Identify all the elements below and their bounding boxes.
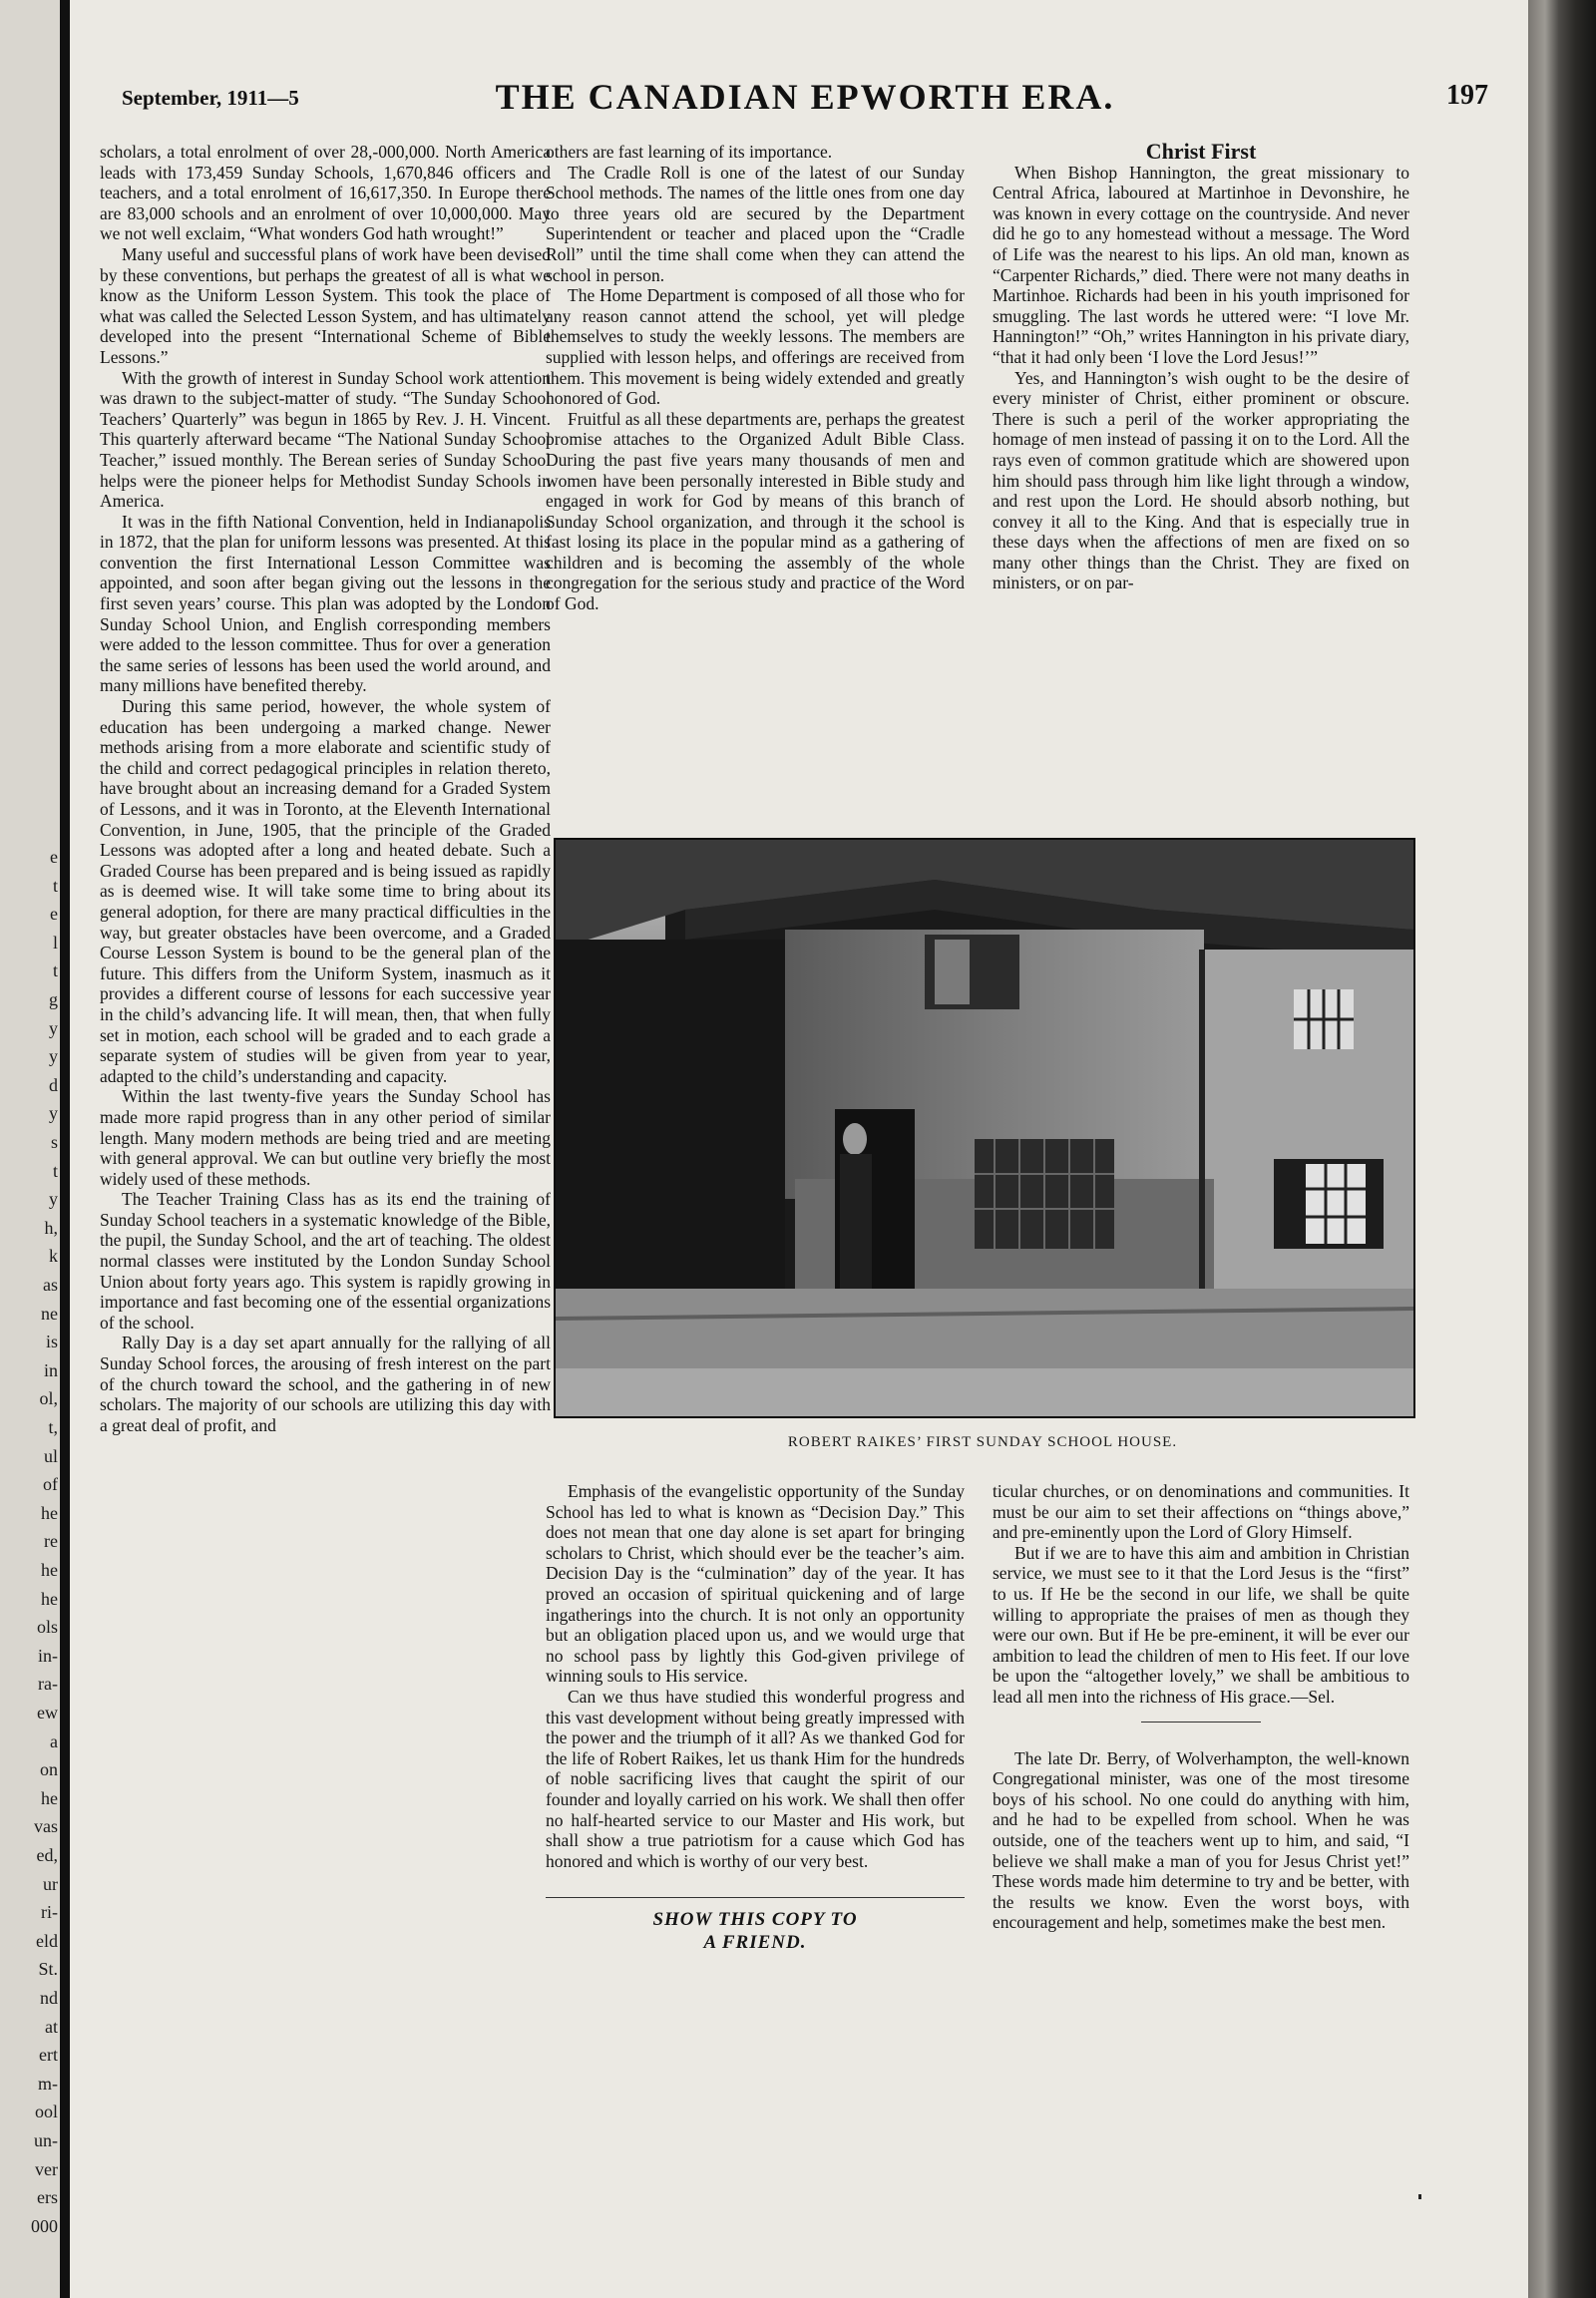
previous-page-fragment: a: [50, 1730, 58, 1751]
photo-caption: ROBERT RAIKES’ FIRST SUNDAY SCHOOL HOUSE.: [787, 1434, 1178, 1450]
previous-page-fragment: t: [52, 960, 58, 981]
divider-rule: [546, 1897, 965, 1898]
shadowed-wing: [556, 940, 785, 1319]
previous-page-fragment: he: [41, 1560, 58, 1580]
paragraph: The Teacher Training Class has as its end the training of Sunday School teachers in a systematic knowledge of the Bible, the pupil, the Sunday School, and the art of teaching. The oldest normal classes were instituted by the London Sunday School Union about forty years ago. This system is rapidly growing in importance and fast becoming one of the essential organizations of the school.: [100, 1189, 551, 1333]
paragraph: Can we thus have studied this wonderful progress and this vast development without being greatly impressed with the power and the triumph of it all? As we thanked God for the life of Robert Raikes, let us thank Him for the hundreds of noble sacrificing lives that caught the spirit of our founder and loyally carried on his work. We shall then offer no half-hearted service to our Master and His work, but shall show a true patriotism for a cause which God has honored and which is worthy of our very best.: [546, 1686, 965, 1871]
previous-page-fragment: ne: [41, 1303, 58, 1324]
previous-page-fragment: on: [40, 1759, 58, 1780]
previous-page-fragment: un-: [34, 2130, 58, 2150]
paragraph: But if we are to have this aim and ambition in Christian service, we must see to it that the Lord Jesus is the “first” to us. If He be the second in our life, we shall be quite willing to appropriate the praises of men as though they were our own. But if He be pre-eminent, it will be ever our ambition to lead the children of men to His feet. If our love be upon the “altogether lovely,” we shall be ambitious to lead all men into the richness of His grace.—Sel.: [993, 1542, 1409, 1707]
previous-page-fragment: e: [50, 904, 58, 925]
previous-page-fragment: e: [50, 847, 58, 867]
show-copy-line2: A FRIEND.: [703, 1931, 807, 1953]
previous-page-fragment: ew: [37, 1703, 58, 1723]
magazine-page: [70, 0, 1528, 2298]
previous-page-fragment: as: [43, 1275, 58, 1295]
previous-page-fragment: y: [49, 1189, 58, 1210]
previous-page-fragment: at: [45, 2016, 58, 2037]
previous-page-fragment: ols: [36, 1617, 58, 1638]
article-column-1: [100, 142, 551, 1435]
paragraph: The late Dr. Berry, of Wolverhampton, the well-known Congregational minister, was one of the most tiresome boys of his school. No one could do anything with him, and he had to be expelled from school. When he was outside, one of the teachers went up to him, and said, “I believe we shall make a man of you for Jesus Christ yet!” These words made him determine to try and be better, with the results we know. Even the worst boys, with encouragement and help, sometimes make the best men.: [993, 1747, 1409, 1933]
previous-page-fragment: vas: [34, 1816, 58, 1837]
decision-day-column: [546, 1481, 965, 1953]
previous-page-fragment: s: [50, 1132, 58, 1152]
previous-page-fragment: ra-: [38, 1674, 58, 1695]
previous-page-fragment: he: [41, 1502, 58, 1523]
standing-figure: [843, 1123, 867, 1155]
paragraph: The Cradle Roll is one of the latest of our Sunday School methods. The names of the little ones from one day to three years old are secured by the Department Superintendent or teacher and placed upon the “Cradle Roll” until the time shall come when they can attend the school in person.: [546, 162, 965, 285]
previous-page-fragment: ver: [35, 2158, 58, 2179]
previous-page-fragment: ri-: [41, 1902, 58, 1923]
article-column-2: [546, 142, 965, 614]
previous-page-fragment: ol,: [39, 1388, 58, 1409]
paragraph: The Home Department is composed of all those who for any reason cannot attend the school, yet will pledge themselves to study the weekly lessons. The members are supplied with lesson helps, and offerings are received from them. This movement is being widely extended and greatly honored of God.: [546, 285, 965, 409]
previous-page-fragment: re: [44, 1531, 58, 1552]
previous-page-fragment: nd: [40, 1988, 58, 2008]
divider-rule: [1141, 1722, 1261, 1723]
paragraph: Within the last twenty-five years the Sunday School has made more rapid progress than in any other period of similar length. Many modern methods are being tried and are meeting with general approval. We can but outline very briefly the most widely used of these methods.: [100, 1086, 551, 1189]
paragraph: When Bishop Hannington, the great missionary to Central Africa, laboured at Martinhoe in Devonshire, he was known in every cottage on the countryside. And never did he go to any homestead without a message. The Word of Life was the nearest to his lips. An old man, known as “Carpenter Richards,” died. There were not many deaths in Martinhoe. Richards had been in his youth imprisoned for smuggling. The last words he uttered were: “I love Mr. Hannington!” “Oh,” writes Hannington in his private diary, “that it had only been ‘I love the Lord Jesus!’”: [993, 162, 1409, 367]
previous-page-fragment: y: [49, 1017, 58, 1038]
previous-page-fragment: in-: [38, 1645, 58, 1666]
previous-page-fragment: ul: [43, 1445, 58, 1466]
running-header: [122, 76, 1488, 116]
photo-illustration: [556, 840, 1413, 1416]
previous-page-fragment: y: [49, 1046, 58, 1067]
previous-page-fragment: l: [52, 932, 58, 953]
paragraph: Fruitful as all these departments are, perhaps the greatest promise attaches to the Organized Adult Bible Class. During the past five years many thousands of men and women have been personally interested in Bible study and engaged in work for God by means of this branch of Sunday School organization, and through it the school is fast losing its place in the popular mind as a gathering of children and is becoming the assembly of the whole congregation for the serious study and practice of the Word of God.: [546, 408, 965, 614]
previous-page-fragment: d: [49, 1074, 58, 1095]
section-heading: Christ First: [1145, 139, 1257, 164]
paragraph: Emphasis of the evangelistic opportunity of the Sunday School has led to what is known as “Decision Day.” This does not mean that one day alone is set apart for bringing scholars to Christ, which should ever be the teacher’s aim. Decision Day is the “culmination” day of the year. It has proved an occasion of spiritual quickening and of large ingatherings into the church. It is not only an opportunity but an obligation placed upon us, and we would urge that no school pass by lightly this God-given privilege of winning souls to His service.: [546, 1481, 965, 1687]
previous-page-fragment: k: [49, 1246, 58, 1267]
paragraph: With the growth of interest in Sunday School work attention was drawn to the subject-matter of study. “The Sunday School Teachers’ Quarterly” was begun in 1865 by Rev. J. H. Vincent. This quarterly afterward became “The National Sunday School Teacher,” issued monthly. The Berean series of Sunday School helps were the pioneer helps for Methodist Sunday Schools in America.: [100, 367, 551, 512]
previous-page-fragment: ert: [39, 2045, 58, 2066]
paragraph: It was in the fifth National Convention, held in Indianapolis in 1872, that the plan for uniform lessons was presented. At this convention the first International Lesson Committee was appointed, and soon after began giving out the lessons in the first seven years’ course. This plan was adopted by the London Sunday School Union, and English corresponding members were added to the lesson committee. Thus for over a generation the same series of lessons has been used the world around, and many millions have benefited thereby.: [100, 511, 551, 696]
previous-page-fragment: t: [52, 1160, 58, 1181]
previous-page-fragment: t: [52, 875, 58, 896]
paragraph: During this same period, however, the whole system of education has been undergoing a marked change. Newer methods arising from a more elaborate and scientific study of the child and correct pedagogical principles in relation thereto, have brought about an increasing demand for a Graded System of Lessons, and it was in Toronto, at the Eleventh International Convention, in June, 1905, that the principle of the Graded Lessons was adopted after a long and heated debate. Such a Graded Course has been prepared and is being issued as rapidly as is deemed wise. It will take some time to bring about its general adoption, for there are many practical difficulties in the way, but greater obstacles have been overcome, and a Graded Course Lesson System is bound to be the general plan of the future. This differs from the Uniform System, inasmuch as it provides a different course of lessons for each successive year in the child’s advancing life. It will mean, then, that when fully set in motion, each school will be graded and to each grade a separate system of studies will be given from year to year, adapted to the child’s understanding and capacity.: [100, 696, 551, 1086]
previous-page-fragment: t,: [48, 1417, 58, 1437]
previous-page-fragment: ool: [34, 2102, 58, 2122]
previous-page-fragment: m-: [38, 2073, 58, 2094]
book-binding-edge: [1528, 0, 1596, 2298]
photograph-raikes-school-house: [554, 838, 1415, 1418]
previous-page-fragment: is: [45, 1332, 58, 1352]
previous-page-fragment: 000: [31, 2215, 58, 2236]
page-number: 197: [1446, 80, 1488, 111]
aim-and-berry-column: [993, 1481, 1409, 1933]
paragraph: ticular churches, or on denominations and communities. It must be our aim to set their affections on “things above,” and pre-eminently upon the Lord of Glory Himself.: [993, 1481, 1409, 1543]
show-copy-line1: SHOW THIS COPY TO: [652, 1909, 858, 1931]
page-gutter: [60, 0, 70, 2298]
previous-page-fragment: ur: [43, 1873, 58, 1894]
previous-page-fragment: eld: [36, 1930, 58, 1951]
previous-page-fragment: he: [41, 1588, 58, 1609]
previous-page-fragment: y: [49, 1103, 58, 1124]
previous-page-fragment: of: [43, 1474, 58, 1495]
paragraph: others are fast learning of its importance.: [546, 142, 833, 162]
previous-page-fragment: in: [43, 1359, 58, 1380]
previous-page-fragment: g: [49, 989, 58, 1009]
magazine-title: THE CANADIAN EPWORTH ERA.: [495, 77, 1115, 117]
previous-page-edge: [0, 0, 60, 2298]
previous-page-fragment: h,: [44, 1217, 58, 1238]
previous-page-fragment: ers: [37, 2187, 58, 2208]
issue-date: September, 1911—5: [122, 86, 299, 110]
previous-page-fragment: ed,: [36, 1845, 58, 1865]
previous-page-fragment: St.: [38, 1959, 58, 1980]
print-speck: [1418, 2194, 1421, 2199]
christ-first-column: [993, 139, 1409, 593]
drainpipe: [1199, 950, 1205, 1299]
paragraph: Rally Day is a day set apart annually for the rallying of all Sunday School forces, the arousing of fresh interest on the part of the church toward the school, and the gathering in of new scholars. The majority of our schools are utilizing this day with a great deal of profit, and: [100, 1333, 551, 1435]
paragraph: scholars, a total enrolment of over 28,-000,000. North America leads with 173,459 Sunday Schools, 1,670,846 officers and teachers, and a total enrolment of 16,617,350. In Europe there are 83,000 schools and an enrolment of over 10,000,000. May we not well exclaim, “What wonders God hath wrought!”: [100, 142, 551, 244]
paragraph: Yes, and Hannington’s wish ought to be the desire of every minister of Christ, either prominent or obscure. There is such a peril of the worker appropriating the homage of men instead of passing it on to the Lord. All the rays even of common gratitude which are showered upon him should pass through him like light through a window, and rest upon the Lord. He should absorb nothing, but convey it all to the King. And that is especially true in these days when the affections of men are fixed on so many other things than the Christ. They are fixed on ministers, or on par-: [993, 367, 1409, 593]
paragraph: Many useful and successful plans of work have been devised by these conventions, but perhaps the greatest of all is what we know as the Uniform Lesson System. This took the place of what was called the Selected Lesson System, and has ultimately developed into the present “International Scheme of Bible Lessons.”: [100, 243, 551, 367]
previous-page-fragment: he: [41, 1787, 58, 1808]
